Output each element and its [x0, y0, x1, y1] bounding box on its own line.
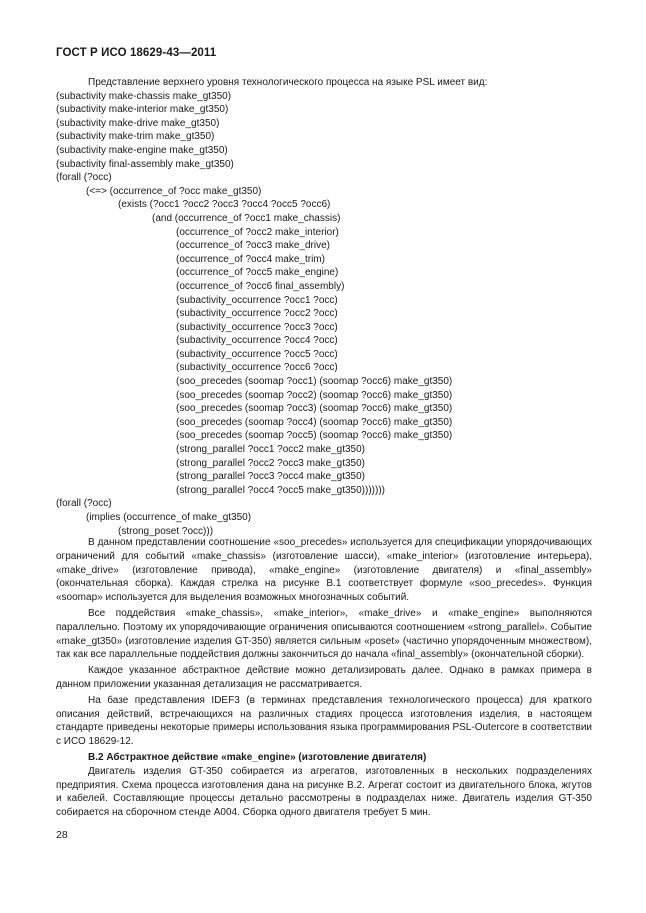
code-line: (soo_precedes (soomap ?occ3) (soomap ?occ6) make_gt350) [176, 403, 453, 415]
code-line: (occurrence_of ?occ2 make_interior) [176, 226, 339, 238]
code-line: (occurrence_of ?occ3 make_drive) [176, 240, 330, 252]
code-line: (subactivity_occurrence ?occ3 ?occ) [176, 321, 338, 333]
code-line: (subactivity make-interior make_gt350) [56, 104, 229, 116]
code-line: (subactivity_occurrence ?occ2 ?occ) [176, 308, 338, 320]
code-line: (and (occurrence_of ?occ1 make_chassis) [152, 212, 341, 224]
code-line: (soo_precedes (soomap ?occ5) (soomap ?occ6) make_gt350) [176, 430, 453, 442]
code-line: (exists (?occ1 ?occ2 ?occ3 ?occ4 ?occ5 ?occ6) [118, 199, 331, 211]
code-line: (soo_precedes (soomap ?occ4) (soomap ?occ6) make_gt350) [176, 416, 453, 428]
code-line: (subactivity_occurrence ?occ1 ?occ) [176, 294, 338, 306]
intro-line: Представление верхнего уровня технологического процесса на языке PSL имеет вид: [88, 77, 488, 88]
page-number: 28 [56, 829, 68, 841]
code-line: (soo_precedes (soomap ?occ2) (soomap ?occ6) make_gt350) [176, 389, 453, 401]
code-line: (subactivity_occurrence ?occ5 ?occ) [176, 348, 338, 360]
code-line: (subactivity final-assembly make_gt350) [56, 158, 234, 170]
code-line: (strong_parallel ?occ3 ?occ4 make_gt350) [176, 471, 365, 483]
code-line: (subactivity_occurrence ?occ6 ?occ) [176, 362, 338, 374]
code-line: (soo_precedes (soomap ?occ1) (soomap ?occ6) make_gt350) [176, 376, 453, 388]
code-line: (subactivity_occurrence ?occ4 ?occ) [176, 335, 338, 347]
paragraph: Двигатель изделия GT-350 собирается из агрегатов, изготовленных в нескольких подразделениях предприятия. Схема процесса изготовления дана на рисунке В.2. Агрегат состоит из двигательного блока, жгутов и кабелей. Составляющие процессы детально рассмотрены в подразделах ниже. Двигатель изделия GT-350 собирается на сборочном стенде А004. Сборка одного двигателя требует 5 мин. [56, 765, 592, 819]
paragraph: В данном представлении соотношение «soo_precedes» используется для спецификации упорядочивающих ограничений для событий «make_chassis» (изготовление шасси), «make_interior» (изготовление интерьера), «make_drive» (изготовление привода), «make_engine» (изготовление двигателя) и «final_assembly» (окончательная сборка). Каждая стрелка на рисунке В.1 соответствует формуле «soo_precedes». Функция «soomap» используется для выделения возможных многозначных событий. [56, 537, 592, 604]
code-line: (strong_parallel ?occ4 ?occ5 make_gt350))))))) [176, 484, 385, 496]
body-text [56, 536, 592, 822]
code-line: (implies (occurrence_of make_gt350) [86, 512, 252, 523]
code-line: (occurrence_of ?occ6 final_assembly) [176, 280, 345, 292]
psl-code-block [56, 76, 596, 538]
code-line: (strong_poset ?occ))) [118, 525, 214, 537]
section-heading: В.2 Абстрактное действие «make_engine» (изготовление двигателя) [88, 751, 427, 763]
code-line: (occurrence_of ?occ5 make_engine) [176, 267, 339, 279]
paragraph: Все поддействия «make_chassis», «make_interior», «make_drive» и «make_engine» выполняются параллельно. Поэтому их упорядочивающие ограничения описываются соотношением «strong_parallel». Событие «make_gt350» (изготовление изделия GT-350) является сильным «poset» (частично упорядоченным множеством), так как все параллельные поддействия должны закончиться до начала «final_assembly» (окончательной сборки). [56, 607, 592, 661]
code-line: (strong_parallel ?occ1 ?occ2 make_gt350) [176, 444, 365, 456]
paragraph: Каждое указанное абстрактное действие можно детализировать далее. Однако в рамках примера в данном приложении указанная детализация не рассматривается. [56, 665, 592, 690]
document-header: ГОСТ Р ИСО 18629-43—2011 [56, 47, 217, 59]
code-line: (subactivity make-drive make_gt350) [56, 117, 220, 129]
code-line: (<=> (occurrence_of ?occ make_gt350) [86, 185, 262, 197]
code-line: (subactivity make-trim make_gt350) [56, 131, 215, 143]
code-line: (forall (?occ) [56, 172, 112, 184]
code-line: (subactivity make-engine make_gt350) [56, 144, 228, 156]
paragraph: На базе представления IDEF3 (в терминах представления технологического процесса) для краткого описания действий, встречающихся на различных стадиях процесса изготовления изделия, в настоящем стандарте приведены некоторые примеры использования языка программирования PSL-Outercore в соответствии с ИСО 18629-12. [56, 694, 592, 748]
code-line: (strong_parallel ?occ2 ?occ3 make_gt350) [176, 457, 365, 469]
code-line: (forall (?occ) [56, 498, 112, 510]
code-line: (subactivity make-chassis make_gt350) [56, 90, 232, 102]
code-line: (occurrence_of ?occ4 make_trim) [176, 253, 325, 265]
